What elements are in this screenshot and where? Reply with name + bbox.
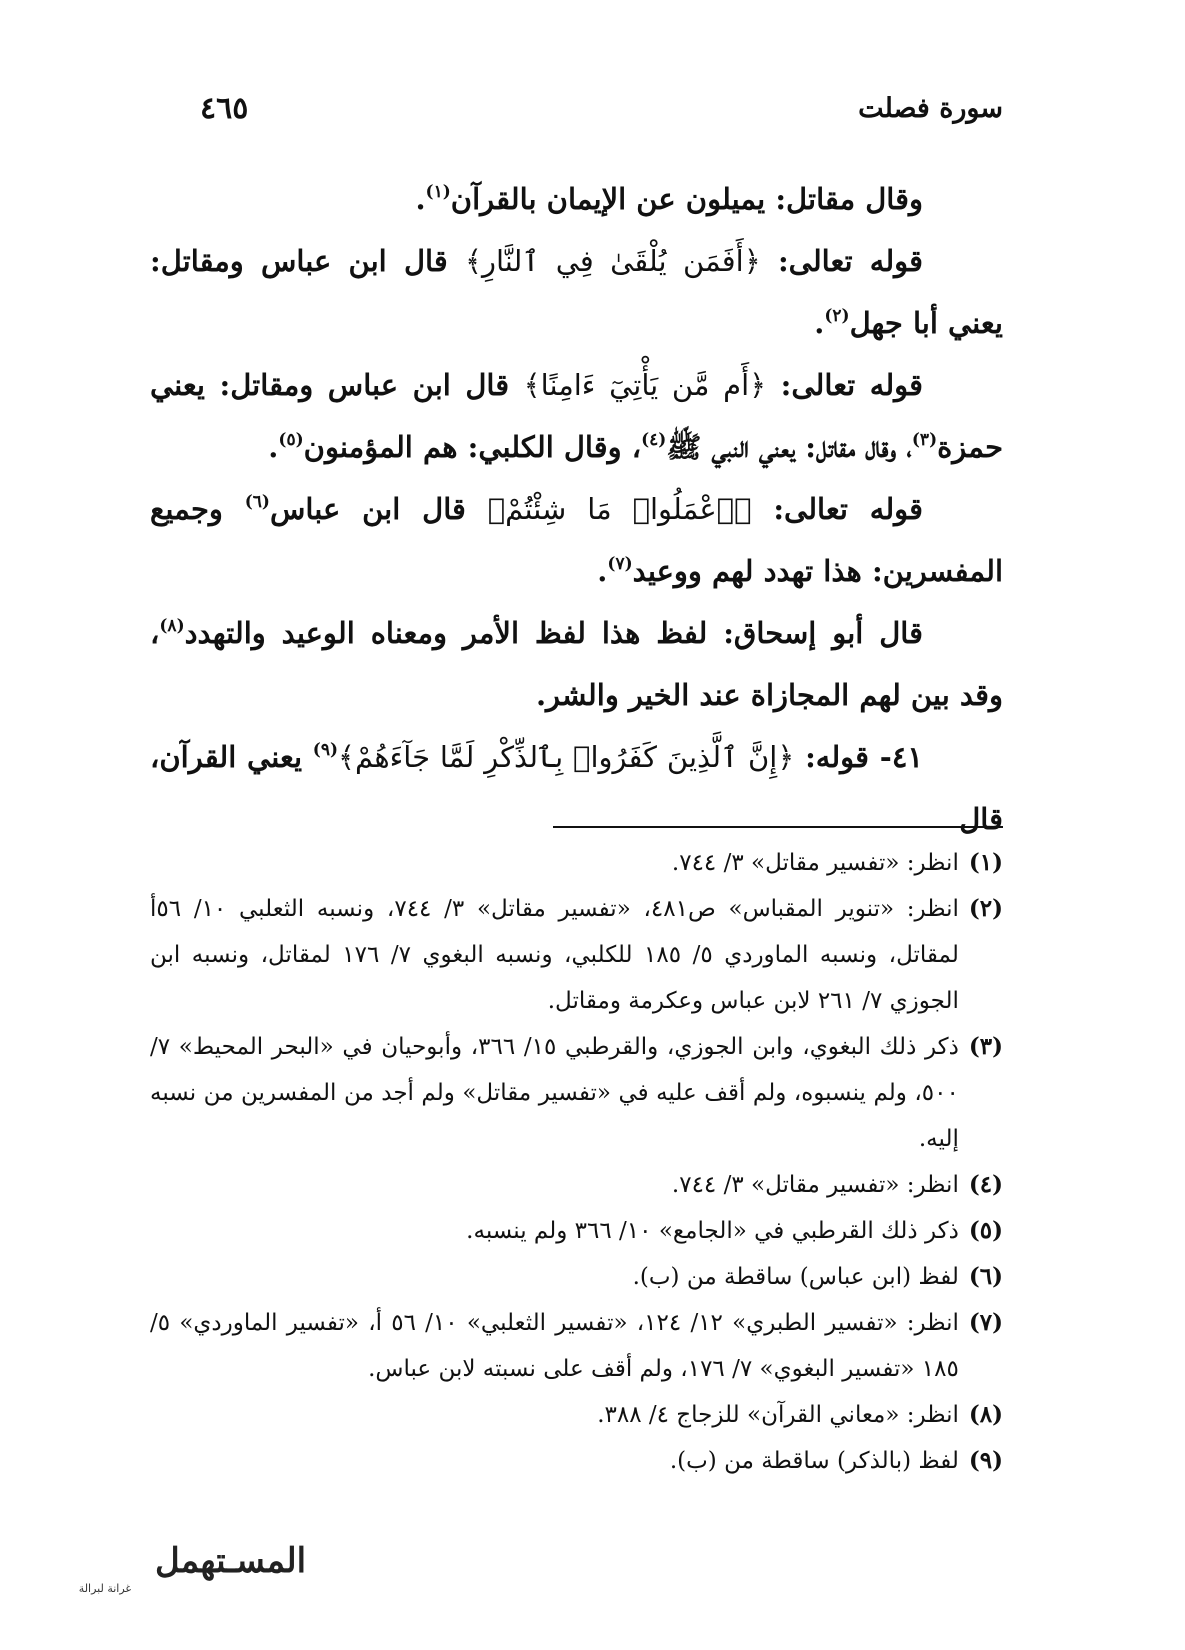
paragraph-text: ، وقال الكلبي: هم المؤمنون — [303, 430, 642, 464]
surah-title: سورة فصلت — [858, 92, 1003, 124]
footnote-number: (٩) — [968, 1447, 1003, 1474]
footnote-text: لفظ (بالذكر) ساقطة من (ب). — [669, 1448, 959, 1474]
paragraph-4 — [150, 478, 1003, 602]
footnotes — [150, 840, 1003, 1484]
footnote-number: (٤) — [968, 1171, 1003, 1198]
calligraphy-logo-icon — [10, 1528, 307, 1598]
footnote-3 — [150, 1024, 1003, 1162]
paragraph-text: ، وقال مقاتل: يعني النبي ﷺ — [666, 430, 912, 464]
footnote-number: (٢) — [968, 895, 1003, 922]
paragraph-text: ٤١- قوله: — [794, 740, 923, 774]
footnote-text: ذكر ذلك القرطبي في «الجامع» ١٠/ ٣٦٦ ولم ينسبه. — [466, 1218, 959, 1244]
footnote-8 — [150, 1392, 1003, 1438]
quran-verse: ﴿أَم مَّن يَأْتِيٓ ءَامِنًا﴾ — [523, 368, 767, 402]
footnote-ref-6: (٦) — [244, 492, 270, 512]
footnote-ref-9: (٩) — [312, 740, 339, 760]
paragraph-text: قوله تعالى: — [760, 244, 924, 278]
paragraph-3 — [150, 354, 1003, 478]
footnote-number: (٥) — [968, 1217, 1003, 1244]
footnote-number: (٨) — [968, 1401, 1003, 1428]
footnote-ref-4: (٤) — [641, 430, 667, 450]
footnote-ref-2: (٢) — [824, 306, 850, 326]
page-header — [200, 86, 1003, 130]
footnote-text: انظر: «تفسير الطبري» ١٢/ ١٢٤، «تفسير الثعلبي» ١٠/ ٥٦ أ، «تفسير الماوردي» ٥/ ١٨٥ «تفسير البغوي» ٧/ ١٧٦، ولم أقف على نسبته لابن عباس. — [150, 1310, 959, 1382]
paragraph-text: قال ابن عباس ومقاتل: يعني حمزة — [150, 368, 1003, 464]
paragraph-text: يعني القرآن، قال — [150, 740, 1003, 836]
page-number: ٤٦٥ — [200, 90, 249, 126]
footnote-6 — [150, 1254, 1003, 1300]
footnote-ref-1: (١) — [425, 182, 451, 202]
paragraph-text: . — [597, 554, 608, 588]
quran-verse: ﴿ٱعْمَلُوا۟ مَا شِئْتُمْ﴾ — [487, 492, 752, 526]
paragraph-6 — [150, 726, 1003, 850]
paragraph-text: قال أبو إسحاق: لفظ هذا لفظ الأمر ومعناه الوعيد والتهدد — [184, 616, 923, 650]
paragraph-text: قال ابن عباس — [269, 492, 488, 526]
quran-verse: ﴿أَفَمَن يُلْقَىٰ فِي ٱلنَّارِ﴾ — [464, 244, 761, 278]
footnote-number: (٣) — [968, 1033, 1003, 1060]
footnote-text: لفظ (ابن عباس) ساقطة من (ب). — [632, 1264, 959, 1290]
footnote-text: انظر: «تفسير مقاتل» ٣/ ٧٤٤. — [671, 850, 959, 876]
quran-verse: ﴿إِنَّ ٱلَّذِينَ كَفَرُوا۟ بِٱلذِّكْرِ لَمَّا جَآءَهُمْ﴾ — [338, 740, 795, 774]
footnote-text: ذكر ذلك البغوي، وابن الجوزي، والقرطبي ١٥/ ٣٦٦، وأبوحيان في «البحر المحيط» ٧/ ٥٠٠، ولم ينسبوه، ولم أقف عليه في «تفسير مقاتل» ولم أجد من المفسرين من نسبه إليه. — [150, 1034, 959, 1152]
paragraph-text: . — [268, 430, 279, 464]
footnote-ref-3: (٣) — [911, 430, 938, 450]
logo-small-text: غرانة لبرالة — [78, 1582, 132, 1595]
footnote-7 — [150, 1300, 1003, 1392]
paragraph-text: قوله تعالى: — [766, 368, 923, 402]
footnote-number: (٧) — [968, 1309, 1003, 1336]
footnote-1 — [150, 840, 1003, 886]
footnote-9 — [150, 1438, 1003, 1484]
paragraph-text: وقال مقاتل: يميلون عن الإيمان بالقرآن — [450, 182, 923, 216]
footnote-divider — [553, 826, 1003, 828]
paragraph-text: قوله تعالى: — [751, 492, 924, 526]
footnote-ref-8: (٨) — [159, 616, 185, 636]
footnote-text: انظر: «معاني القرآن» للزجاج ٤/ ٣٨٨. — [597, 1402, 959, 1428]
paragraph-text: . — [814, 306, 825, 340]
paragraph-1 — [150, 168, 1003, 230]
footnote-text: انظر: «تفسير مقاتل» ٣/ ٧٤٤. — [671, 1172, 959, 1198]
paragraph-text: . — [415, 182, 426, 216]
paragraph-2 — [150, 230, 1003, 354]
paragraph-text: ، وقد بين لهم المجازاة عند الخير والشر. — [150, 616, 1003, 712]
paragraph-5 — [150, 602, 1003, 726]
footnote-5 — [150, 1208, 1003, 1254]
footnote-ref-5: (٥) — [278, 430, 304, 450]
main-text — [150, 168, 1003, 850]
footnote-ref-7: (٧) — [607, 554, 633, 574]
footnote-text: انظر: «تنوير المقباس» ص٤٨١، «تفسير مقاتل» ٣/ ٧٤٤، ونسبه الثعلبي ١٠/ ٥٦أ لمقاتل، ونسبه الماوردي ٥/ ١٨٥ للكلبي، ونسبه البغوي ٧/ ١٧٦ لمقاتل، ونسبه ابن الجوزي ٧/ ٢٦١ لابن عباس وعكرمة ومقاتل. — [150, 896, 959, 1014]
paragraph-text: وجميع المفسرين: هذا تهدد لهم ووعيد — [150, 492, 1003, 588]
footnote-number: (٦) — [968, 1263, 1003, 1290]
logo-main-text: المسـتهمل — [155, 1541, 307, 1581]
footnote-2 — [150, 886, 1003, 1024]
publisher-logo — [10, 1528, 307, 1598]
footnote-number: (١) — [968, 849, 1003, 876]
paragraph-text: قال ابن عباس ومقاتل: يعني أبا جهل — [150, 244, 1003, 340]
footnote-4 — [150, 1162, 1003, 1208]
